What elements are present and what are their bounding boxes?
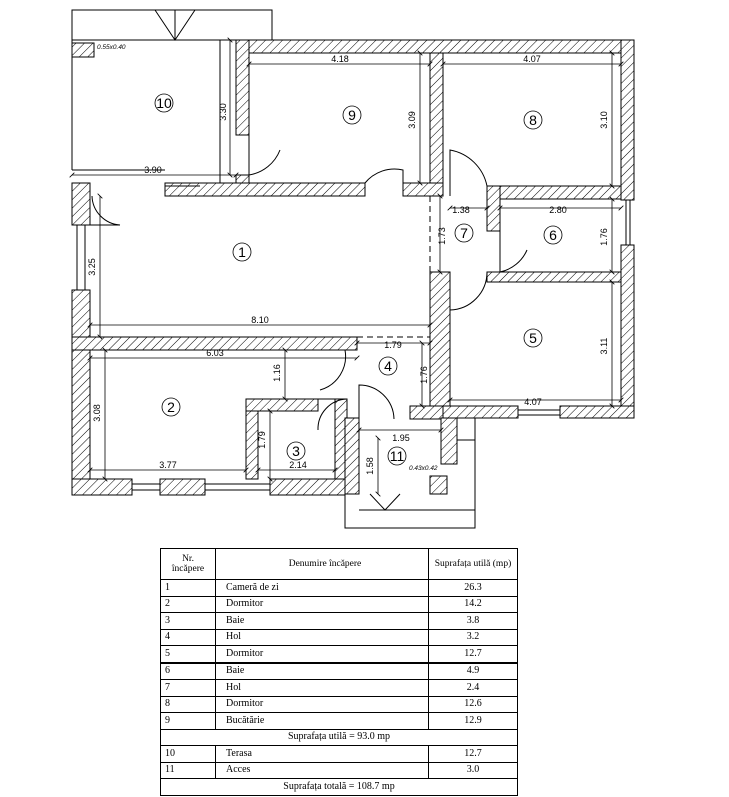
header-name: Denumire încăpere [216,549,429,580]
row-name: Hol [216,680,429,697]
dim-325: 3.25 [87,258,97,276]
row-nr: 1 [161,580,216,597]
room-9-label: 9 [348,107,356,123]
room-4-label: 4 [384,358,392,374]
dim-377: 3.77 [159,460,177,470]
room-8-label: 8 [529,112,537,128]
row-nr: 6 [161,663,216,680]
dim-308: 3.08 [92,404,102,422]
dim-309: 3.09 [407,111,417,129]
dim-214: 2.14 [289,460,307,470]
note-terrace-pillar: 0.55x0.40 [97,44,126,51]
row-name: Hol [216,629,429,646]
dim-179-hall: 1.79 [384,340,402,350]
row-nr: 11 [161,762,216,779]
row-name: Acces [216,762,429,779]
dim-390: 3.90 [144,165,162,175]
dim-176-right: 1.76 [599,228,609,246]
row-nr: 5 [161,646,216,663]
room-3-label: 3 [292,443,300,459]
table-row [161,613,518,630]
dim-176-hall: 1.76 [419,366,429,384]
row-nr: 7 [161,680,216,697]
row-area: 2.4 [429,680,518,697]
row-nr: 9 [161,713,216,730]
row-area: 3.2 [429,629,518,646]
row-nr: 2 [161,596,216,613]
table-row [161,580,518,597]
dim-407-bottom: 4.07 [524,397,542,407]
room-5-label: 5 [529,330,537,346]
row-area: 4.9 [429,663,518,680]
row-name: Baie [216,613,429,630]
dim-810: 8.10 [251,315,269,325]
grand-total: Suprafața totală = 108.7 mp [161,779,518,796]
row-area: 26.3 [429,580,518,597]
note-access-pillar: 0.43x0.42 [409,465,438,472]
header-nr: Nr. încăpere [161,549,216,580]
dim-407-top: 4.07 [523,54,541,64]
doors [90,135,527,430]
dim-280: 2.80 [549,205,567,215]
header-area: Suprafața utilă (mp) [429,549,518,580]
row-area: 12.7 [429,646,518,663]
row-nr: 8 [161,696,216,713]
room-1-label: 1 [238,244,246,260]
row-name: Cameră de zi [216,580,429,597]
row-area: 12.9 [429,713,518,730]
row-name: Dormitor [216,646,429,663]
row-area: 12.7 [429,746,518,763]
dim-138: 1.38 [452,205,470,215]
row-area: 12.6 [429,696,518,713]
dim-330: 3.30 [218,103,228,121]
row-nr: 10 [161,746,216,763]
dim-195: 1.95 [392,433,410,443]
dim-173: 1.73 [437,227,447,245]
row-area: 3.8 [429,613,518,630]
row-nr: 4 [161,629,216,646]
useful-total: Suprafața utilă = 93.0 mp [161,729,518,746]
dim-179-bath: 1.79 [257,431,267,449]
room-areas-table [160,548,518,796]
table-row [161,629,518,646]
table-header-row [161,549,518,580]
row-name: Dormitor [216,596,429,613]
table-row [161,646,518,663]
dim-418: 4.18 [331,54,349,64]
table-row [161,746,518,763]
grand-total-row [161,779,518,796]
useful-total-row [161,729,518,746]
room-6-label: 6 [549,227,557,243]
dim-158: 1.58 [365,457,375,475]
row-name: Terasa [216,746,429,763]
row-name: Dormitor [216,696,429,713]
row-nr: 3 [161,613,216,630]
row-area: 3.0 [429,762,518,779]
room-2-label: 2 [167,399,175,415]
row-name: Bucătărie [216,713,429,730]
room-7-label: 7 [460,225,468,241]
row-area: 14.2 [429,596,518,613]
table-row [161,762,518,779]
table-row [161,596,518,613]
table-row [161,696,518,713]
table-row [161,680,518,697]
table-row [161,713,518,730]
dim-116: 1.16 [272,364,282,382]
row-name: Baie [216,663,429,680]
room-10-label: 10 [156,95,172,111]
dim-311: 3.11 [599,337,609,355]
dim-603: 6.03 [206,348,224,358]
room-11-label: 11 [389,448,405,464]
table-row [161,663,518,680]
dim-310: 3.10 [599,111,609,129]
